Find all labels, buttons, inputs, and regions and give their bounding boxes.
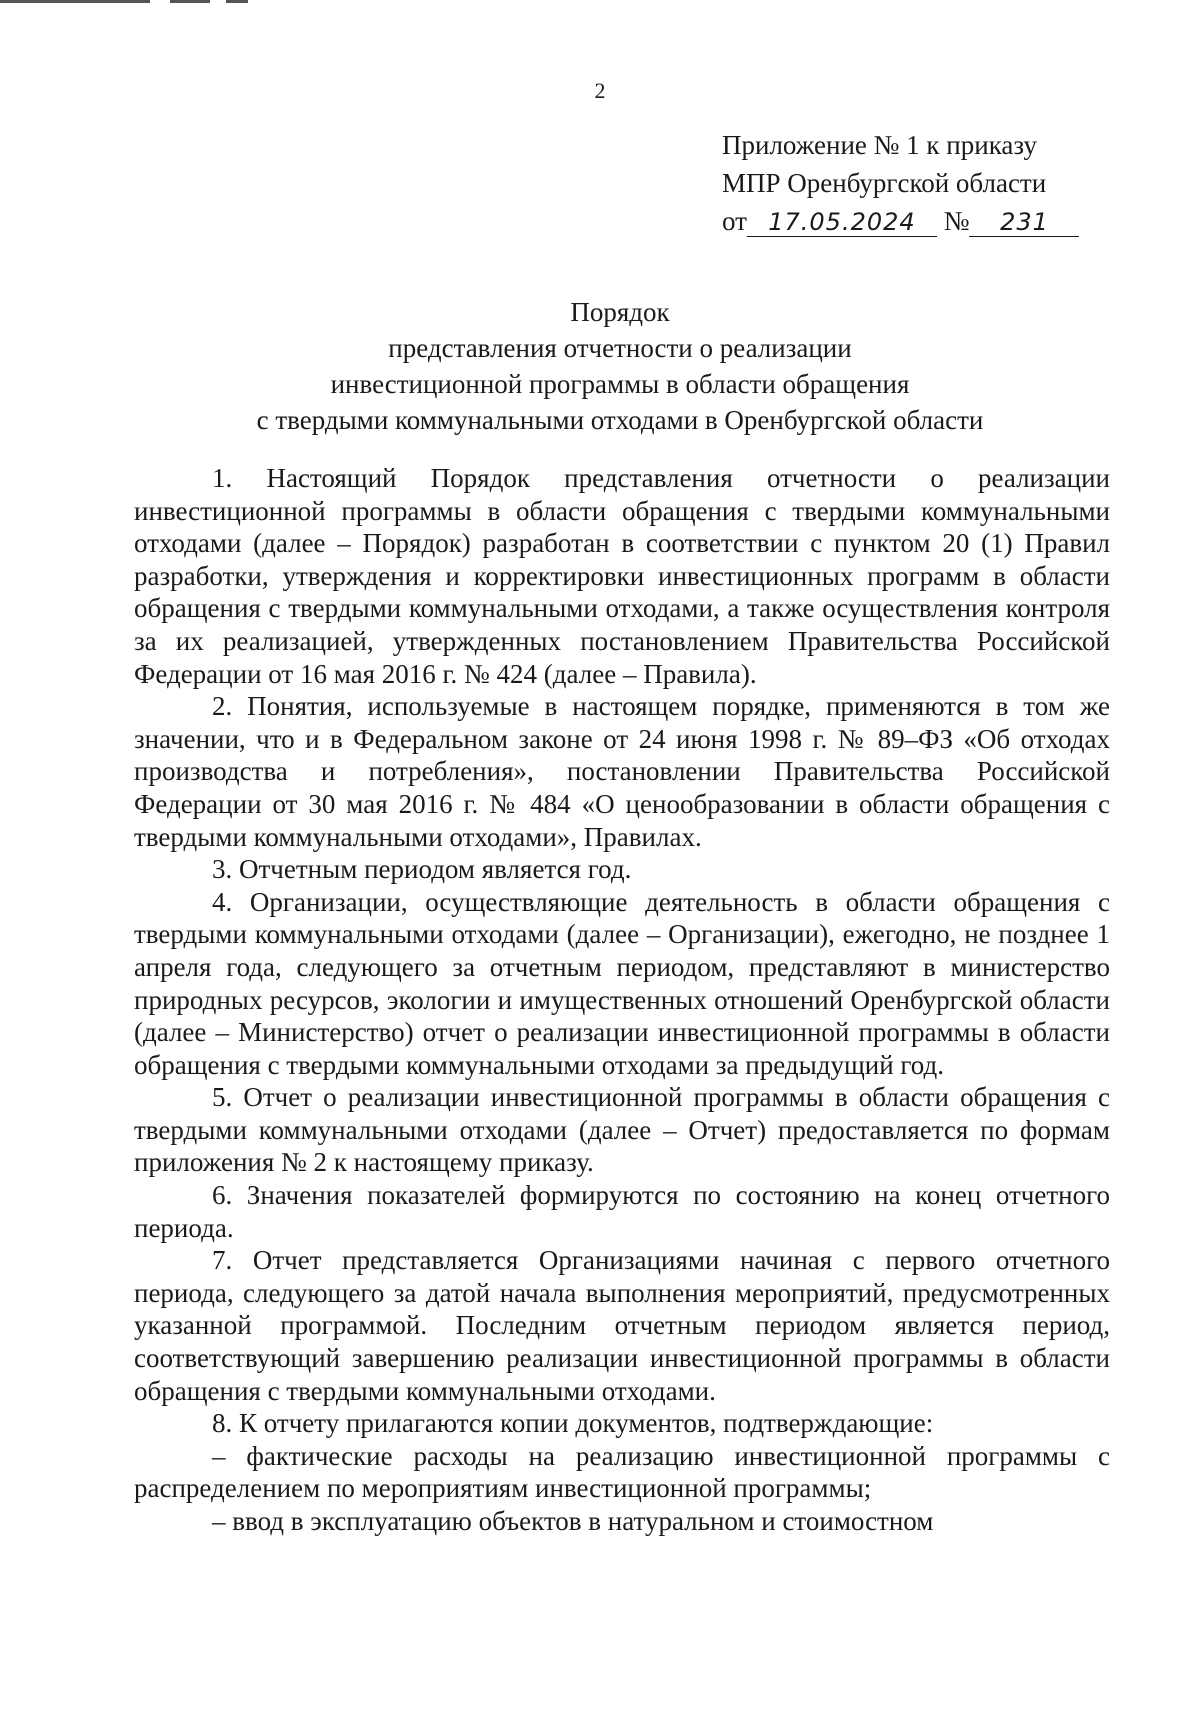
appendix-header: [722, 126, 1082, 240]
date-prefix: от: [722, 206, 747, 236]
scan-artifact-marks: [0, 0, 300, 6]
paragraph-8-item-2: – ввод в эксплуатацию объектов в натуральном и стоимостном: [212, 1506, 934, 1536]
paragraph-6: 6. Значения показателей формируются по состоянию на конец отчетного периода.: [134, 1180, 1110, 1243]
appendix-line-2: МПР Оренбургской области: [722, 168, 1047, 198]
paragraph-1: 1. Настоящий Порядок представления отчетности о реализации инвестиционной программы в области обращения с твердыми коммунальными отходами (далее – Порядок) разработан в соответствии с пунктом 20 (1) Правил разработки, утверждения и корректировки инвестиционных программ в области обращения с твердыми коммунальными отходами, а также осуществления контроля за их реализацией, утвержденных постановлением Правительства Российской Федерации от 16 мая 2016 г. № 424 (далее – Правила).: [134, 463, 1110, 689]
handwritten-number: 231: [969, 208, 1079, 237]
handwritten-date: 17.05.2024: [747, 208, 937, 237]
paragraph-4: 4. Организации, осуществляющие деятельность в области обращения с твердыми коммунальными отходами (далее – Организации), ежегодно, не позднее 1 апреля года, следующего за отчетным периодом, представляют в министерство природных ресурсов, экологии и имущественных отношений Оренбургской области (далее – Министерство) отчет о реализации инвестиционной программы в области обращения с твердыми коммунальными отходами за предыдущий год.: [134, 886, 1110, 1080]
paragraph-2: 2. Понятия, используемые в настоящем порядке, применяются в том же значении, что и в Федеральном законе от 24 июня 1998 г. № 89–ФЗ «Об отходах производства и потребления», постановлении Правительства Российской Федерации от 30 мая 2016 г. № 484 «О ценообразовании в области обращения с твердыми коммунальными отходами», Правилах.: [134, 691, 1110, 852]
document-title: [0, 294, 1200, 438]
paragraph-7: 7. Отчет представляется Организациями начиная с первого отчетного периода, следующего за датой начала выполнения мероприятий, предусмотренных указанной программой. Последним отчетным периодом является период, соответствующий завершению реализации инвестиционной программы в области обращения с твердыми коммунальными отходами.: [134, 1245, 1110, 1406]
title-line-4: с твердыми коммунальными отходами в Оренбургской области: [256, 405, 984, 435]
paragraph-3: 3. Отчетным периодом является год.: [212, 854, 632, 885]
paragraph-8: 8. К отчету прилагаются копии документов, подтверждающие:: [212, 1408, 934, 1439]
title-line-3: инвестиционной программы в области обращения: [330, 369, 910, 399]
appendix-line-1: Приложение № 1 к приказу: [722, 130, 1037, 160]
document-body: [134, 462, 1110, 1538]
paragraph-8-item-1: – фактические расходы на реализацию инвестиционной программы с распределением по мероприятиям инвестиционной программы;: [134, 1440, 1110, 1504]
page-number: 2: [594, 78, 606, 103]
paragraph-5: 5. Отчет о реализации инвестиционной программы в области обращения с твердыми коммунальными отходами (далее – Отчет) предоставляется по формам приложения № 2 к настоящему приказу.: [134, 1082, 1110, 1178]
number-sign: №: [943, 206, 970, 236]
title-line-1: Порядок: [570, 297, 670, 327]
appendix-date-line: [722, 202, 1082, 240]
title-line-2: представления отчетности о реализации: [388, 333, 852, 363]
